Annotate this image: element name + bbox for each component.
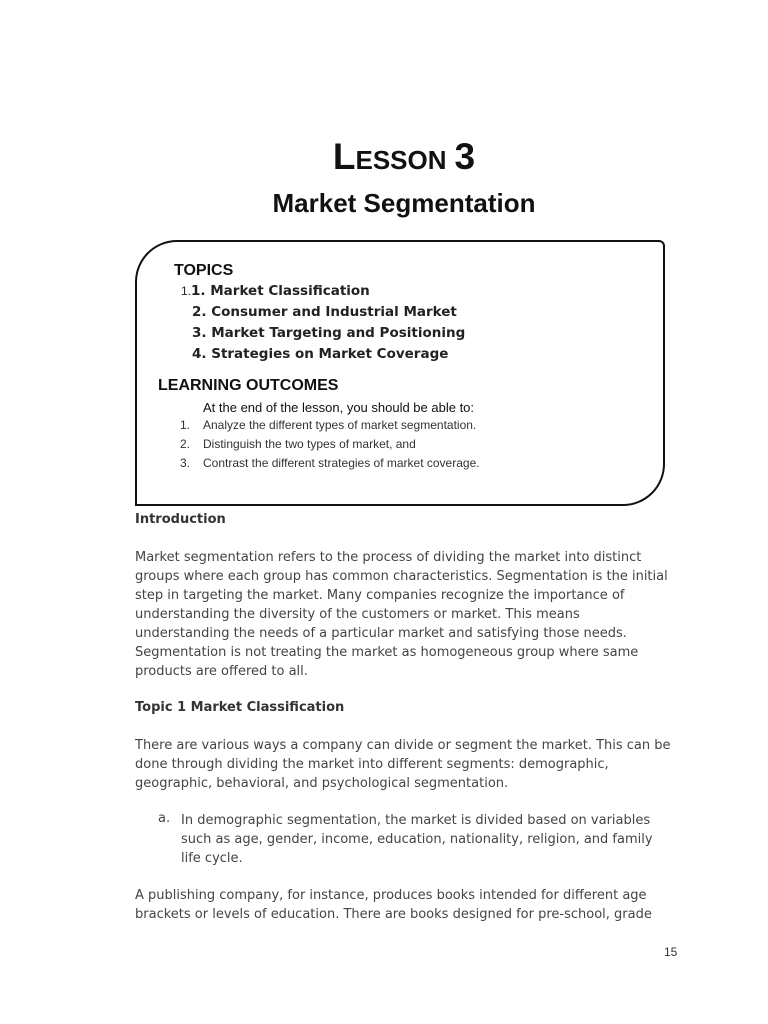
topic1-heading: Topic 1 Market Classification (135, 700, 345, 715)
topic-item-label: 1. Market Classification (191, 283, 370, 299)
lesson-heading (0, 138, 768, 175)
list-item-text: In demographic segmentation, the market is divided based on variables such as age, gender, income, education, nationality, religion, and family life cycle. (181, 813, 653, 866)
outcome-number: 2. (180, 437, 191, 451)
outcome-item (180, 418, 477, 432)
learning-outcomes-heading: LEARNING OUTCOMES (158, 377, 339, 394)
introduction-heading: Introduction (135, 512, 226, 527)
topic1-paragraph: There are various ways a company can divide or segment the market. This can be done through dividing the market into different segments: demographic, geographic, behavioral, and psychological segmentation. (135, 738, 671, 791)
learning-outcomes-intro: At the end of the lesson, you should be able to: (203, 400, 475, 415)
topic-item: 4. Strategies on Market Coverage (192, 346, 449, 362)
page-number: 15 (664, 945, 678, 959)
lesson-word-initial: L (332, 136, 356, 177)
outcome-text: Analyze the different types of market segmentation. (203, 418, 477, 432)
outcome-number: 3. (180, 456, 191, 470)
closing-paragraph: A publishing company, for instance, produces books intended for different age brackets or levels of education. There are books designed for pre-school, grade (135, 888, 652, 922)
introduction-paragraph: Market segmentation refers to the process of dividing the market into distinct groups where each group has common characteristics. Segmentation is the initial step in targeting the market. Many companies recognize the importance of understanding the diversity of the customers or market. This means understanding the needs of a particular market and satisfying those needs. Segmentation is not treating the market as homogeneous group where same products are offered to all. (135, 550, 668, 679)
list-marker: a. (158, 811, 171, 826)
topic-item-prefix: 1. (181, 284, 192, 298)
outcome-item (180, 456, 480, 470)
lesson-number: 3 (454, 136, 476, 177)
topics-heading: TOPICS (174, 262, 234, 279)
topic-item: 3. Market Targeting and Positioning (192, 325, 466, 341)
topic-item (181, 283, 370, 299)
outcome-text: Contrast the different strategies of market coverage. (203, 456, 480, 470)
outcome-number: 1. (180, 418, 191, 432)
lesson-title: Market Segmentation (272, 188, 536, 218)
outcome-text: Distinguish the two types of market, and (203, 437, 416, 451)
outcome-item (180, 437, 416, 451)
lesson-word-rest: ESSON (355, 145, 447, 175)
topic-item: 2. Consumer and Industrial Market (192, 304, 457, 320)
